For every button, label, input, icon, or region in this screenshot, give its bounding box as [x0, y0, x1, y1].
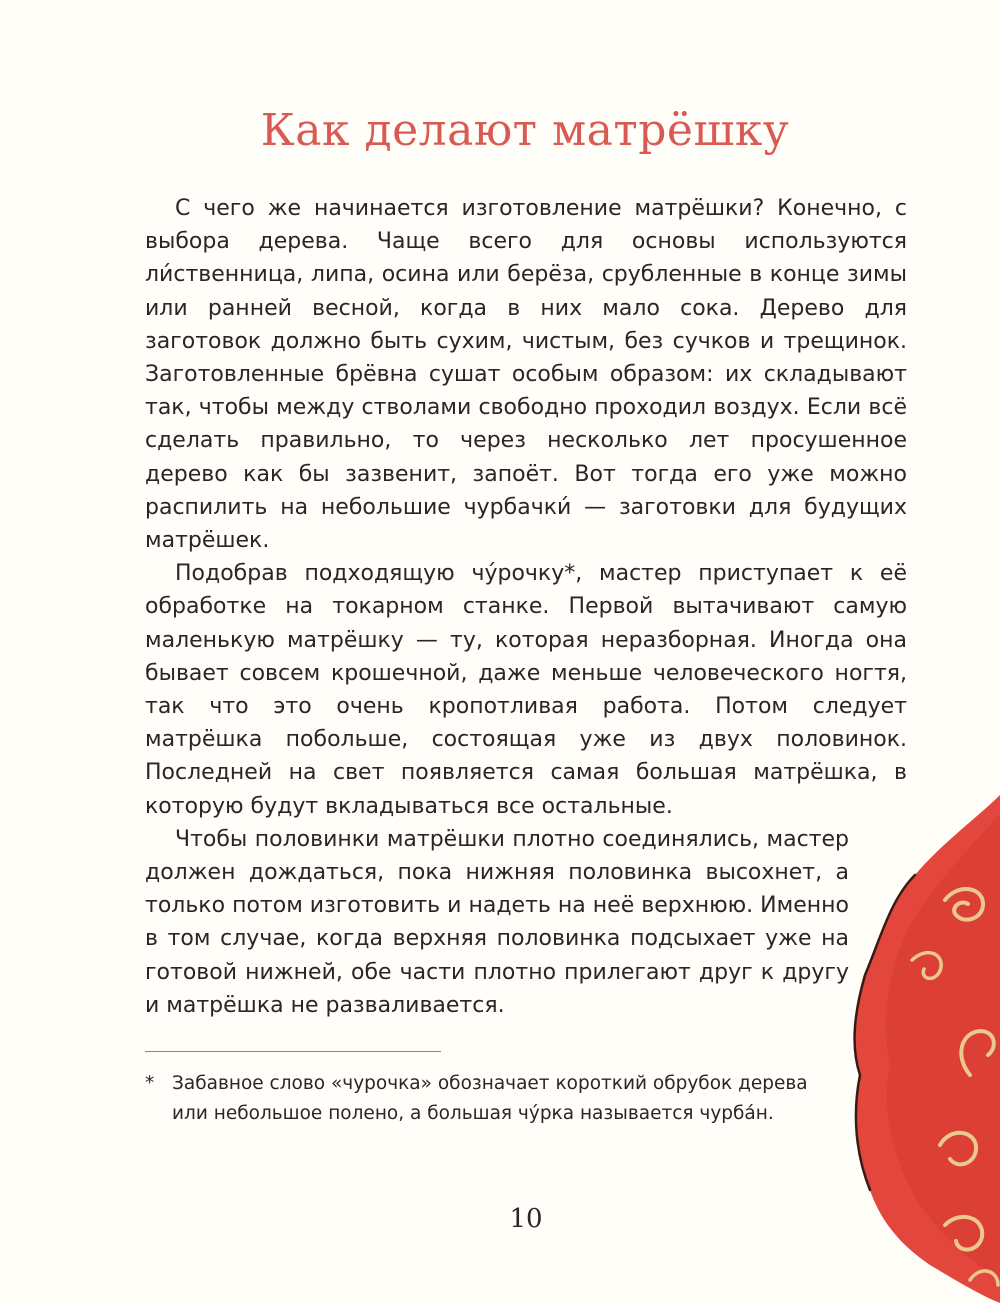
matryoshka-headscarf-illustration	[820, 775, 1000, 1303]
footnote-mark: *	[145, 1073, 155, 1094]
paragraph-1: С чего же начинается изготовление матрёшки? Конечно, с выбора дерева. Чаще всего для основы используются ли́ственница, липа, осина или берёза, срубленные в конце зимы или ранней весной, когда в них мало сока. Дерево для заготовок должно быть сухим, чистым, без сучков и трещинок. Заготовленные брёвна сушат особым образом: их складывают так, чтобы между стволами свободно проходил воздух. Если всё сделать правильно, то через несколько лет просушенное дерево как бы зазвенит, запоёт. Вот тогда его уже можно распилить на небольшие чурбачки́ — заготовки для будущих матрёшек.	[145, 196, 907, 554]
footnote-divider	[145, 1051, 441, 1052]
paragraph-2: Подобрав подходящую чу́рочку*, мастер приступает к её обработке на токарном станке. Первой вытачивают самую маленькую матрёшку — ту, которая неразборная. Иногда она бывает совсем крошечной, даже меньше человеческого ногтя, так что это очень кропотливая работа. Потом следует матрёшка побольше, состоящая уже из двух половинок. Последней на свет появляется самая большая матрёшка, в которую будут вкладываться все остальные.	[145, 561, 907, 819]
page-number: 10	[509, 1204, 543, 1234]
footnote	[145, 1069, 825, 1129]
paragraph-3: Чтобы половинки матрёшки плотно соединялись, мастер должен дождаться, пока нижняя половинка высохнет, а только потом изготовить и надеть на неё верхнюю. Именно в том случае, когда верхняя половинка подсыхает уже на готовой нижней, обе части плотно прилегают друг к другу и матрёшка не разваливается.	[145, 826, 849, 1018]
footnote-text: Забавное слово «чурочка» обозначает короткий обрубок дерева или небольшое полено, а большая чу́рка называется чурба́н.	[172, 1073, 808, 1124]
page-title: Как делают матрёшку	[260, 105, 790, 156]
body-text	[145, 192, 907, 1022]
